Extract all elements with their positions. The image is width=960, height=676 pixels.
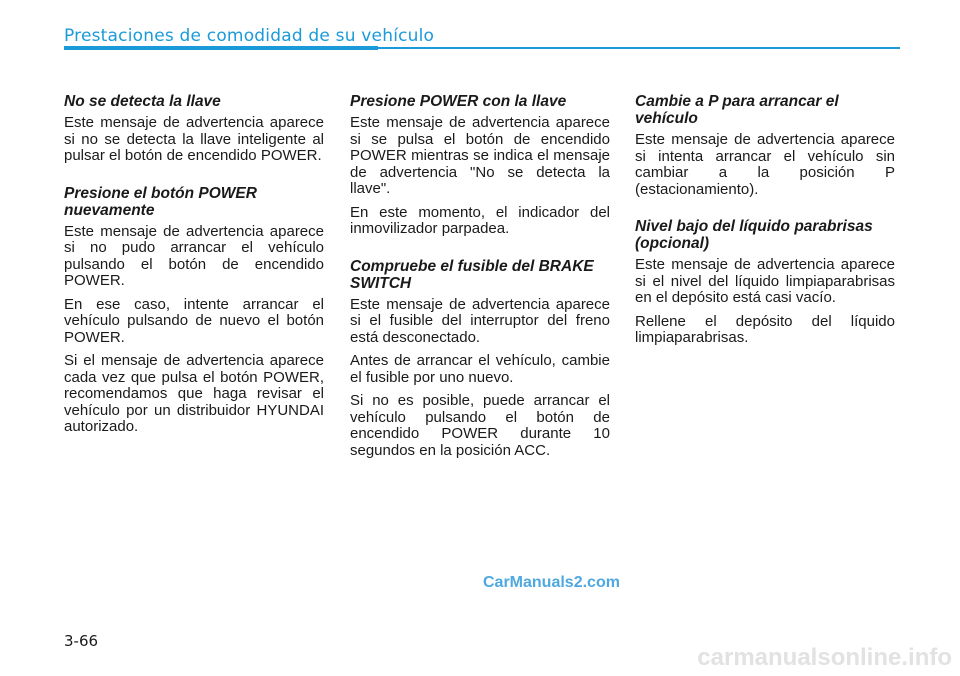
text-column-2 [350,93,610,479]
section-heading: Presione POWER con la llave [350,93,567,110]
page-number: 3-66 [64,632,99,650]
paragraph: Este mensaje de advertencia aparece si no se detecta la llave inteligente al pulsar el botón de encendido POWER. [64,114,324,164]
paragraph: En este momento, el indicador del inmovilizador parpadea. [350,203,610,237]
paragraph: Este mensaje de advertencia aparece si se pulsa el botón de encendido POWER mientras se indica el mensaje de advertencia "No se detecta la llave". [350,114,610,197]
watermark-link[interactable]: CarManuals2.com [483,574,620,591]
section-check-brake-fuse [350,258,610,460]
section-no-key-detected [64,93,324,165]
section-heading: No se detecta la llave [64,93,221,110]
header-rule-thick [64,46,378,50]
footer-watermark: carmanualsonline.info [697,644,952,671]
paragraph: Si no es posible, puede arrancar el vehículo pulsando el botón de encendido POWER durante 10 segundos en la posición ACC. [350,392,610,459]
text-column-3 [635,93,895,367]
paragraph: Este mensaje de advertencia aparece si el fusible del interruptor del freno está desconectado. [350,295,610,346]
paragraph: Este mensaje de advertencia aparece si no pudo arrancar el vehículo pulsando el botón de encendido POWER. [64,222,324,289]
section-heading: Nivel bajo del líquido parabrisas (opcional) [635,218,873,252]
section-heading: Presione el botón POWER nuevamente [64,184,257,219]
paragraph: En ese caso, intente arrancar el vehículo pulsando de nuevo el botón POWER. [64,295,324,346]
section-press-power-with-key [350,93,610,238]
section-low-washer-fluid [635,218,895,347]
header-rule-thin [378,47,900,49]
section-shift-to-p [635,93,895,198]
section-press-power-again [64,185,324,436]
paragraph: Si el mensaje de advertencia aparece cada vez que pulsa el botón POWER, recomendamos que haga revisar el vehículo por un distribuidor HYUNDAI autorizado. [64,352,324,435]
paragraph: Antes de arrancar el vehículo, cambie el fusible por uno nuevo. [350,352,610,386]
text-column-1 [64,93,324,456]
paragraph: Este mensaje de advertencia aparece si intenta arrancar el vehículo sin cambiar a la posición P (estacionamiento). [635,131,895,198]
section-heading: Compruebe el fusible del BRAKE SWITCH [350,257,594,292]
chapter-title: Prestaciones de comodidad de su vehículo [64,26,435,46]
paragraph: Este mensaje de advertencia aparece si el nivel del líquido limpiaparabrisas en el depósito está casi vacío. [635,256,895,306]
section-heading: Cambie a P para arrancar el vehículo [635,93,839,127]
paragraph: Rellene el depósito del líquido limpiaparabrisas. [635,312,895,346]
